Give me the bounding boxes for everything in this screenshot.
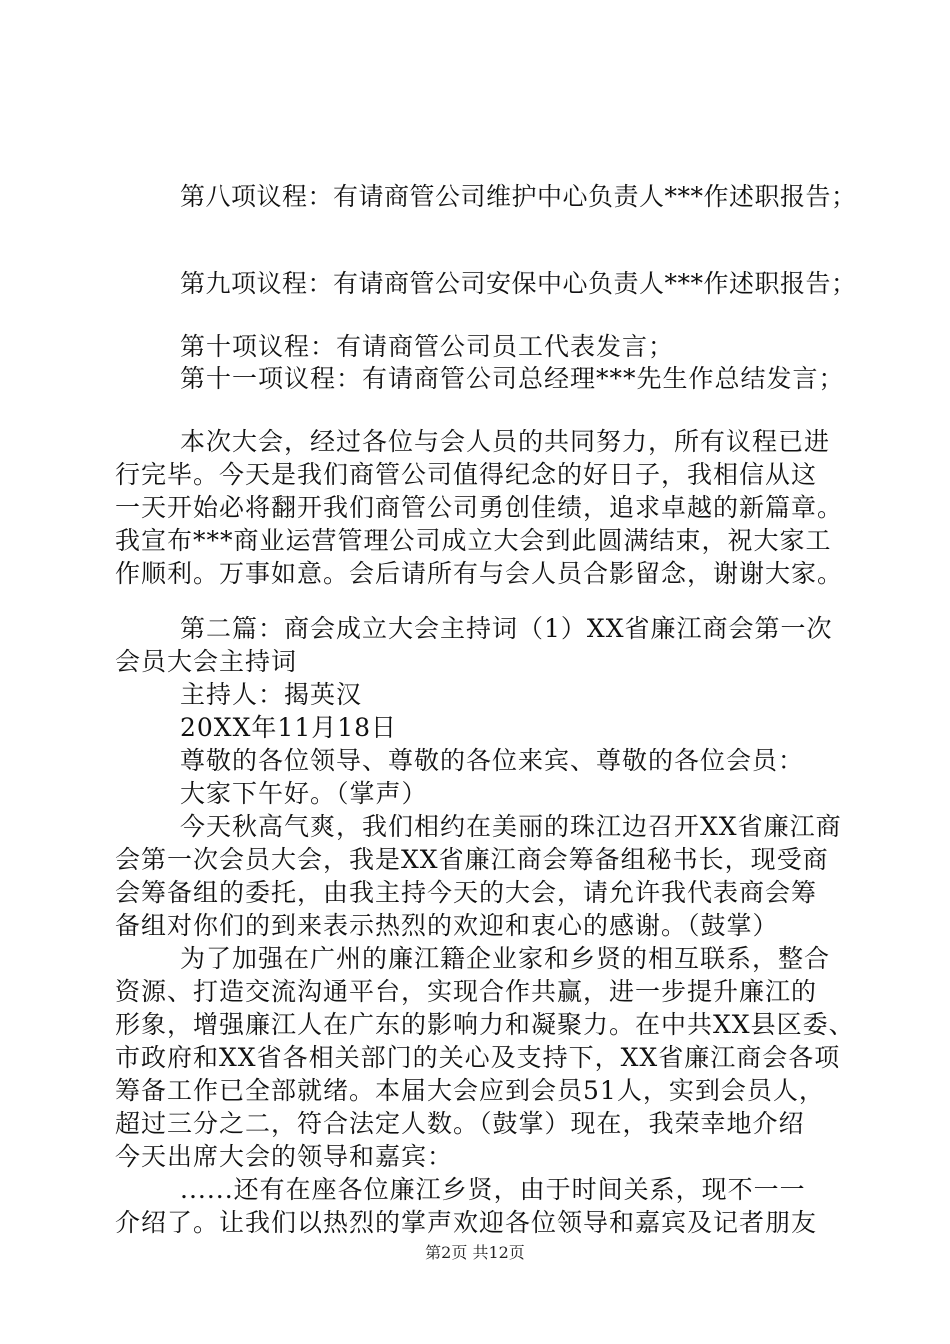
paragraph-line: 形象，增强廉江人在广东的影响力和凝聚力。在中共XX县区委、 [115, 1010, 855, 1039]
agenda-item-8: 第八项议程：有请商管公司维护中心负责人***作述职报告； [180, 182, 857, 211]
agenda-item-9: 第九项议程：有请商管公司安保中心负责人***作述职报告； [180, 269, 857, 298]
closing-paragraph-line: 作顺利。万事如意。会后请所有与会人员合影留念，谢谢大家。 [115, 559, 844, 588]
paragraph-line: 备组对你们的到来表示热烈的欢迎和衷心的感谢。（鼓掌） [115, 911, 779, 940]
closing-paragraph-line: 行完毕。今天是我们商管公司值得纪念的好日子，我相信从这 [115, 460, 818, 489]
closing-paragraph-line: 我宣布***商业运营管理公司成立大会到此圆满结束，祝大家工 [115, 526, 832, 555]
paragraph-line: 会筹备组的委托，由我主持今天的大会，请允许我代表商会筹 [115, 878, 818, 907]
section-title-continued: 会员大会主持词 [115, 647, 298, 676]
paragraph-line: 资源、打造交流沟通平台，实现合作共赢，进一步提升廉江的 [115, 977, 818, 1006]
agenda-item-10: 第十项议程：有请商管公司员工代表发言； [180, 332, 675, 361]
paragraph-line: 今天出席大会的领导和嘉宾： [115, 1142, 454, 1171]
paragraph-line: 为了加强在广州的廉江籍企业家和乡贤的相互联系，整合 [180, 944, 831, 973]
salutation: 尊敬的各位领导、尊敬的各位来宾、尊敬的各位会员： [180, 746, 805, 775]
host-name: 主持人：揭英汉 [180, 680, 363, 709]
closing-paragraph-line: 一天开始必将翻开我们商管公司勇创佳绩，追求卓越的新篇章。 [115, 493, 844, 522]
section-title: 第二篇：商会成立大会主持词（1）XX省廉江商会第一次 [180, 614, 833, 643]
paragraph-line: 超过三分之二，符合法定人数。（鼓掌）现在，我荣幸地介绍 [115, 1109, 805, 1138]
paragraph-line: 介绍了。让我们以热烈的掌声欢迎各位领导和嘉宾及记者朋友 [115, 1208, 818, 1237]
greeting: 大家下午好。（掌声） [180, 779, 428, 808]
paragraph-line: 今天秋高气爽，我们相约在美丽的珠江边召开XX省廉江商 [180, 812, 842, 841]
paragraph-line: 筹备工作已全部就绪。本届大会应到会员51人，实到会员人， [115, 1076, 825, 1105]
event-date: 20XX年11月18日 [180, 713, 398, 742]
closing-paragraph-line: 本次大会，经过各位与会人员的共同努力，所有议程已进 [180, 427, 831, 456]
paragraph-line: 会第一次会员大会，我是XX省廉江商会筹备组秘书长，现受商 [115, 845, 829, 874]
agenda-item-11: 第十一项议程：有请商管公司总经理***先生作总结发言； [180, 364, 845, 393]
page-footer: 第2页 共12页 [425, 1243, 525, 1262]
paragraph-line: 市政府和XX省各相关部门的关心及支持下，XX省廉江商会各项 [115, 1043, 841, 1072]
paragraph-line: ......还有在座各位廉江乡贤，由于时间关系，现不一一 [180, 1175, 806, 1204]
